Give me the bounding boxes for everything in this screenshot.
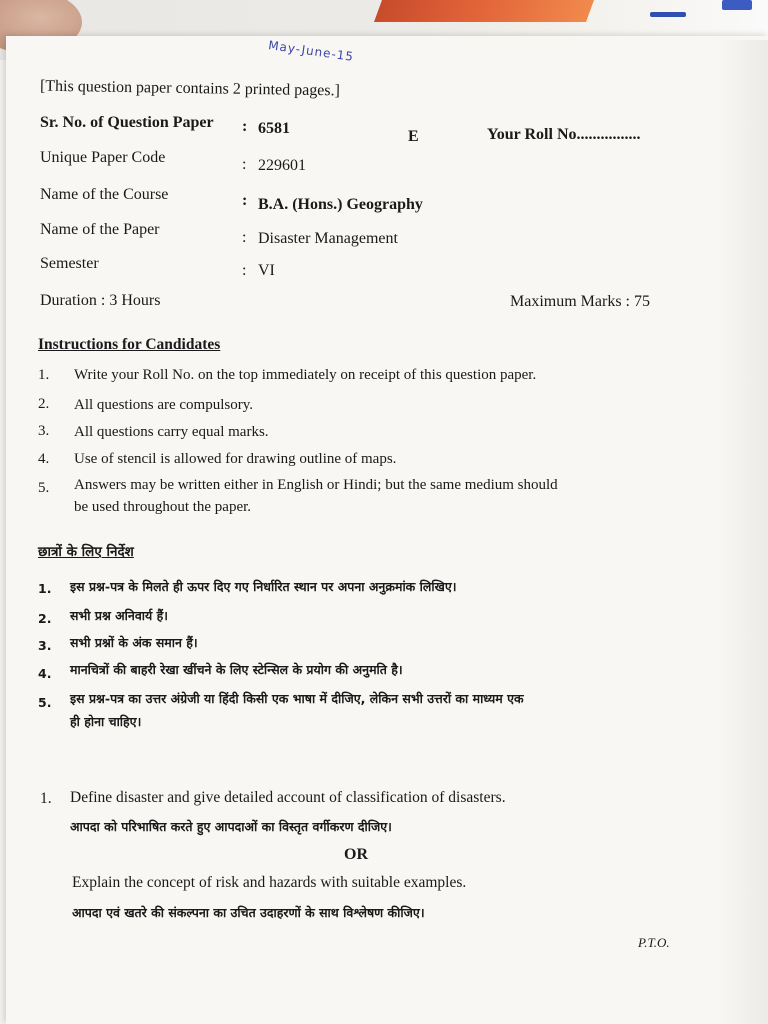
instructions-title: Instructions for Candidates bbox=[38, 336, 221, 353]
instruction-num: 3. bbox=[38, 423, 50, 439]
blue-object bbox=[722, 0, 752, 10]
roll-label: Your Roll No................ bbox=[487, 126, 641, 143]
hindi-instruction-num: 1. bbox=[38, 581, 52, 596]
course-value: B.A. (Hons.) Geography bbox=[258, 196, 423, 213]
hindi-instruction-num: 5. bbox=[38, 695, 52, 710]
hindi-instruction-num: 2. bbox=[38, 611, 52, 626]
hindi-instruction-num: 3. bbox=[38, 638, 52, 653]
duration: Duration : 3 Hours bbox=[40, 292, 161, 309]
alt-question-en: Explain the concept of risk and hazards with suitable examples. bbox=[72, 874, 467, 891]
hindi-instruction-text: मानचित्रों की बाहरी रेखा खींचने के लिए स्टेन्सिल के प्रयोग की अनुमति है। bbox=[70, 662, 403, 677]
instruction-text: Answers may be written either in English or Hindi; but the same medium should bbox=[74, 477, 558, 493]
alt-question-hi: आपदा एवं खतरे की संकल्पना का उचित उदाहरणों के साथ विश्लेषण कीजिए। bbox=[72, 905, 425, 920]
sr-value: 6581 bbox=[258, 120, 290, 137]
max-marks: Maximum Marks : 75 bbox=[510, 293, 650, 310]
hindi-instruction-text-cont: ही होना चाहिए। bbox=[70, 714, 142, 729]
set-code: E bbox=[408, 128, 419, 145]
paper-label: Name of the Paper bbox=[40, 221, 160, 238]
question-text-en: Define disaster and give detailed account of classification of disasters. bbox=[70, 789, 506, 806]
orange-object bbox=[374, 0, 594, 22]
instruction-text-cont: be used throughout the paper. bbox=[74, 499, 252, 515]
code-value: 229601 bbox=[258, 157, 306, 174]
instruction-num: 2. bbox=[38, 396, 50, 412]
paper-colon: : bbox=[242, 229, 247, 246]
pto-label: P.T.O. bbox=[638, 935, 670, 950]
instruction-text: All questions carry equal marks. bbox=[74, 424, 269, 440]
course-label: Name of the Course bbox=[40, 186, 169, 203]
instruction-text: Use of stencil is allowed for drawing outline of maps. bbox=[74, 451, 397, 467]
semester-colon: : bbox=[242, 262, 247, 279]
semester-label: Semester bbox=[40, 255, 99, 272]
sr-label: Sr. No. of Question Paper bbox=[40, 114, 214, 131]
semester-value: VI bbox=[258, 262, 275, 279]
course-colon: : bbox=[242, 192, 248, 209]
blue-mark bbox=[650, 12, 686, 17]
hindi-instruction-text: इस प्रश्न-पत्र का उत्तर अंग्रेजी या हिंदी किसी एक भाषा में दीजिए, लेकिन सभी उत्तरों का माध्यम एक bbox=[70, 691, 524, 706]
sr-colon: : bbox=[242, 118, 248, 135]
hindi-instruction-text: सभी प्रश्नों के अंक समान हैं। bbox=[70, 635, 198, 650]
hindi-instruction-text: इस प्रश्न-पत्र के मिलते ही ऊपर दिए गए निर्धारित स्थान पर अपना अनुक्रमांक लिखिए। bbox=[70, 579, 457, 594]
hindi-instruction-text: सभी प्रश्न अनिवार्य हैं। bbox=[70, 608, 169, 623]
hindi-instruction-num: 4. bbox=[38, 666, 52, 681]
or-separator: OR bbox=[344, 846, 368, 863]
handwritten-note: May-June-15 bbox=[267, 38, 355, 64]
code-label: Unique Paper Code bbox=[40, 149, 166, 166]
question-text-hi: आपदा को परिभाषित करते हुए आपदाओं का विस्तृत वर्गीकरण दीजिए। bbox=[70, 819, 392, 834]
question-number: 1. bbox=[40, 790, 52, 807]
instruction-text: All questions are compulsory. bbox=[74, 397, 253, 413]
paper-value: Disaster Management bbox=[258, 230, 398, 247]
hindi-instructions-title: छात्रों के लिए निर्देश bbox=[38, 544, 134, 560]
instruction-text: Write your Roll No. on the top immediately on receipt of this question paper. bbox=[74, 367, 537, 383]
instruction-num: 4. bbox=[38, 451, 50, 467]
instruction-num: 1. bbox=[38, 367, 50, 383]
pages-note: [This question paper contains 2 printed pages.] bbox=[39, 77, 341, 100]
instruction-num: 5. bbox=[38, 480, 50, 496]
code-colon: : bbox=[242, 156, 247, 173]
